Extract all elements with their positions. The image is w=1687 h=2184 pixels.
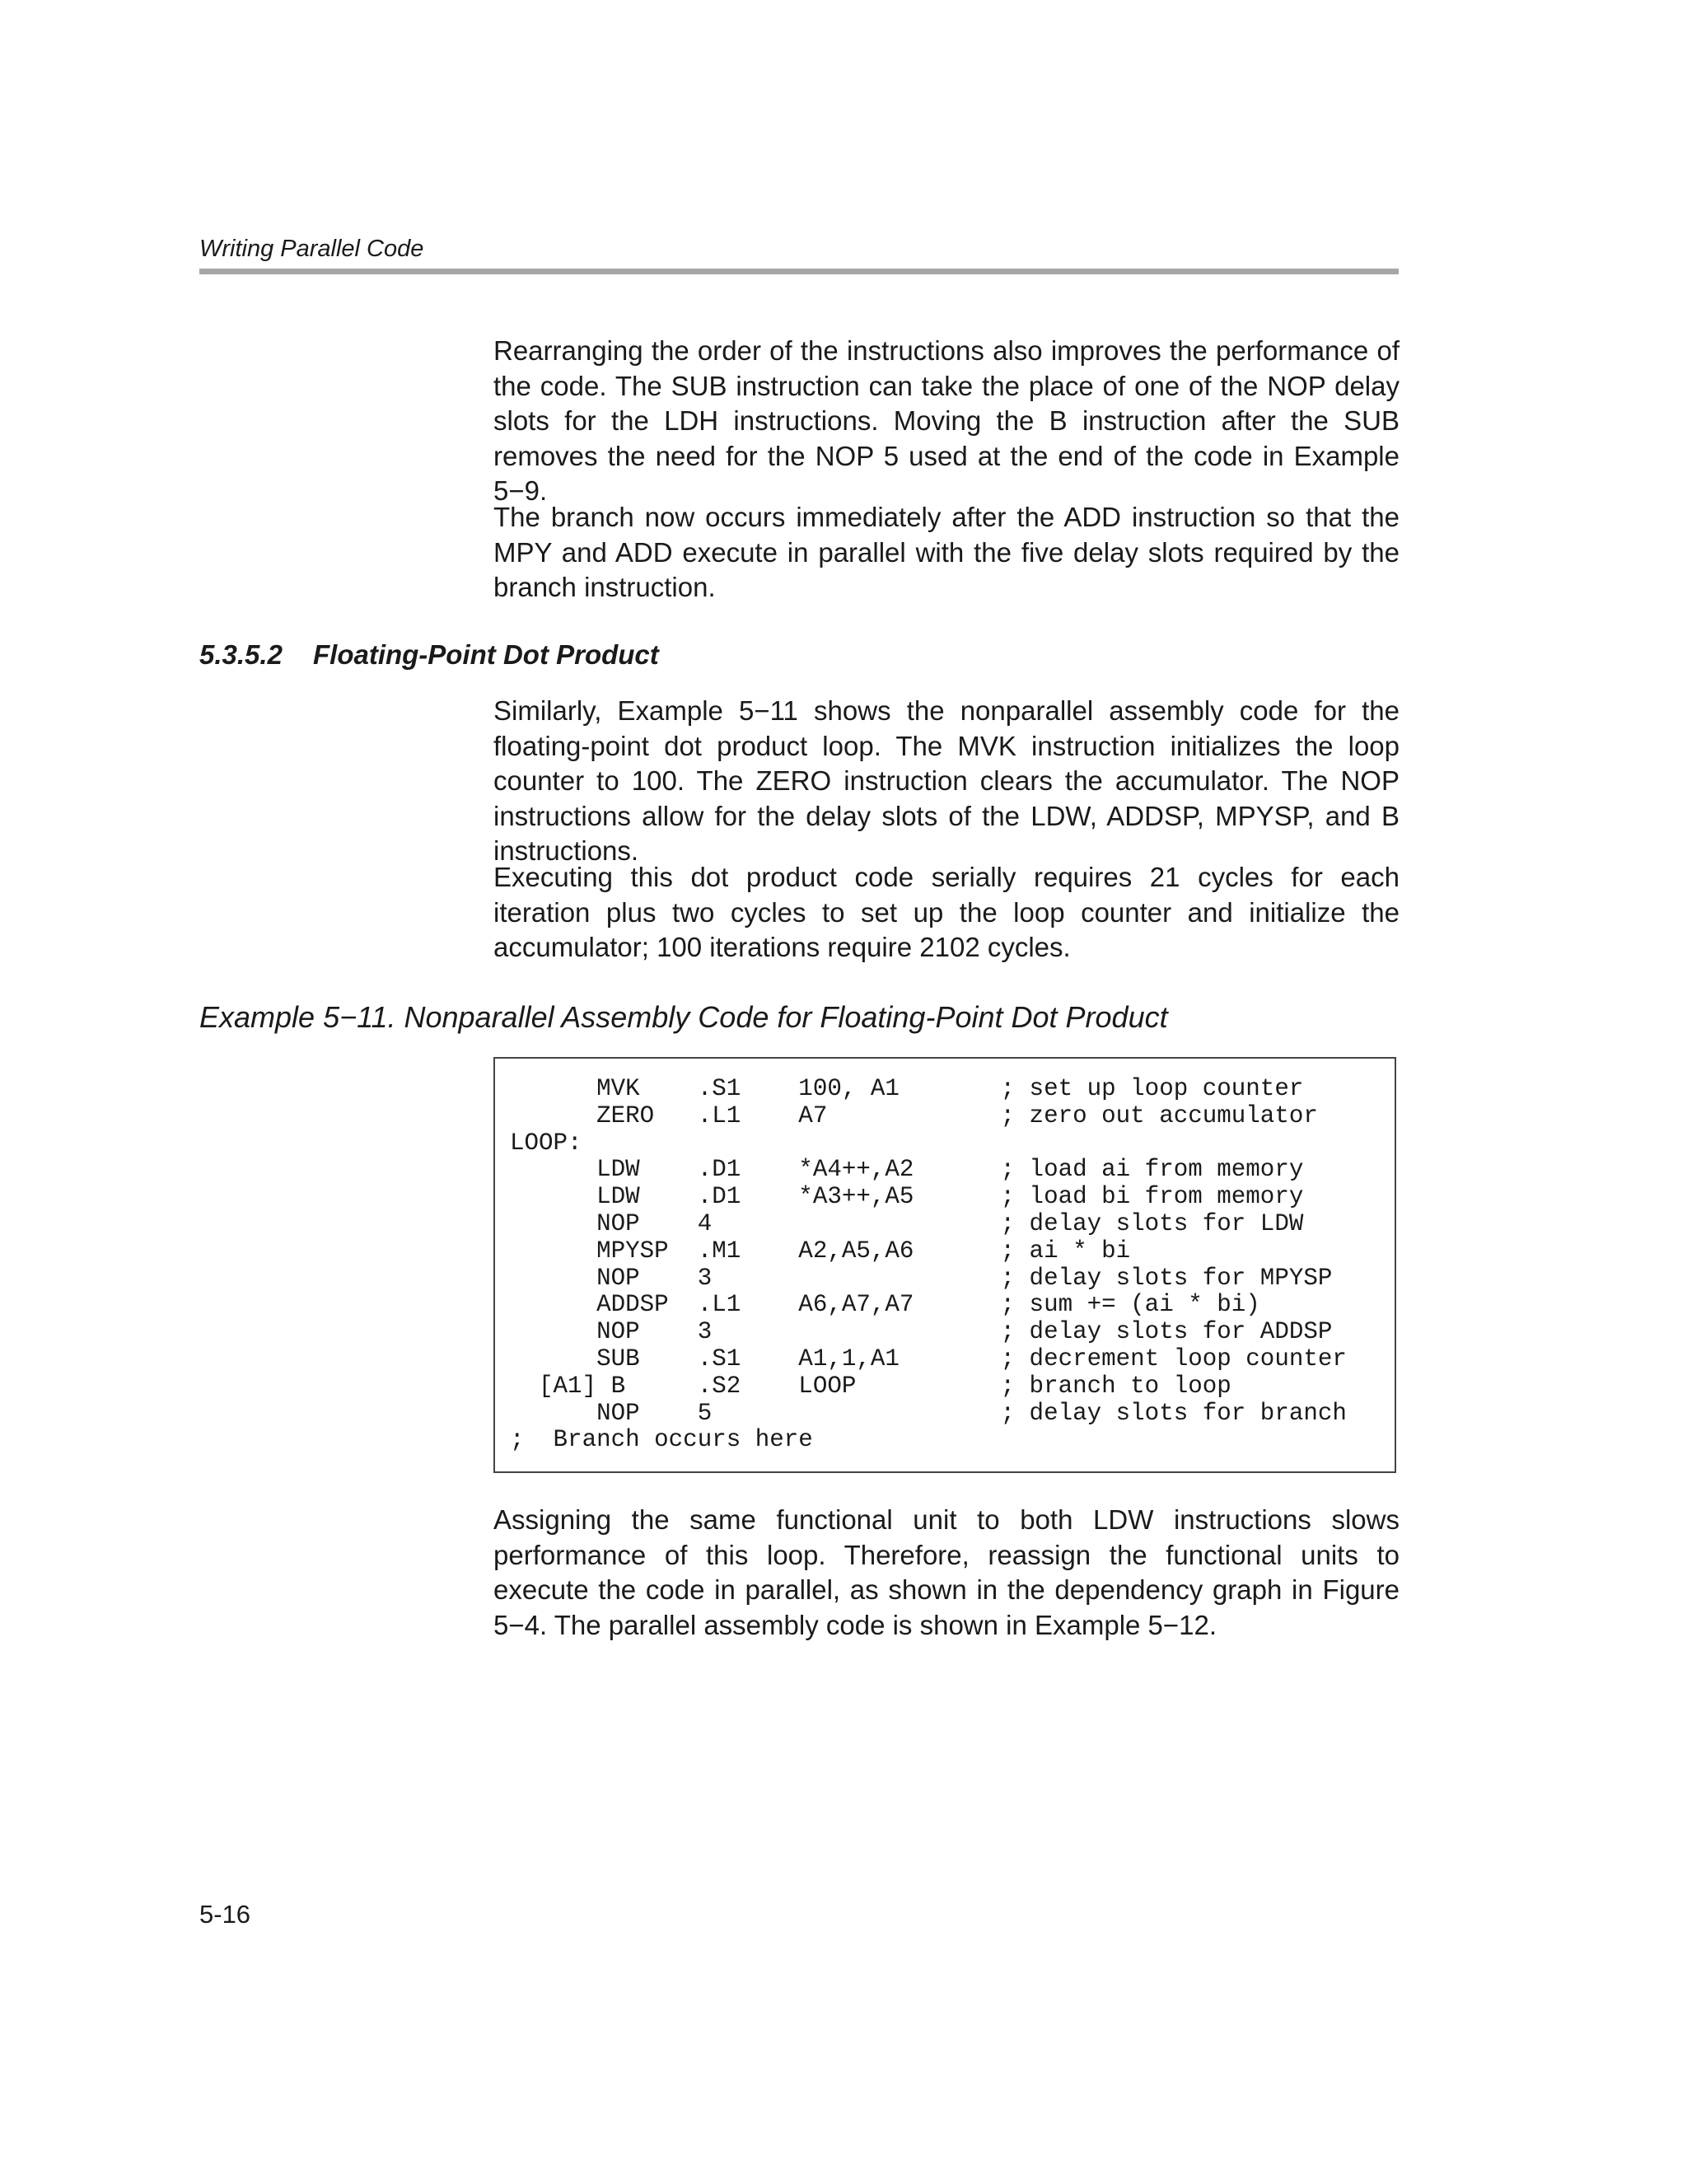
section-number: 5.3.5.2	[199, 639, 283, 670]
page-number: 5-16	[199, 1900, 251, 1929]
header-rule	[199, 269, 1399, 274]
running-header: Writing Parallel Code	[199, 236, 424, 262]
example-caption: Example 5−11. Nonparallel Assembly Code for Floating-Point Dot Product	[199, 1000, 1168, 1034]
paragraph-branch: The branch now occurs immediately after the ADD instruction so that the MPY and ADD execute in parallel with the five delay slots required by the branch instruction.	[493, 502, 1400, 602]
assembly-code: MVK .S1 100, A1 ; set up loop counter ZERO .L1 A7 ; zero out accumulator LOOP: LDW .D1 *A4++,A2 ; load ai from memory LDW .D1 *A3++,A5 ; load bi from memory NOP 4 ; delay slots for LDW MPYSP .M1 A2,A5,A6 ; ai * bi NOP 3 ; delay slots for MPYSP ADDSP .L1 A6,A7,A7 ; sum += (ai * bi) NOP 3 ; delay slots for ADDSP SUB .S1 A1,1,A1 ; decrement loop counter [A1] B .S2 LOOP ; branch to loop NOP 5 ; delay slots for branch ; Branch occurs here	[510, 1075, 1347, 1454]
paragraph-executing: Executing this dot product code serially requires 21 cycles for each iteration plus two cycles to set up the loop counter and initialize the accumulator; 100 iterations require 2102 cycles.	[493, 862, 1400, 962]
paragraph-rearranging: Rearranging the order of the instructions also improves the performance of the code. The SUB instruction can take the place of one of the NOP delay slots for the LDH instructions. Moving the B instruction after the SUB removes the need for the NOP 5 used at the end of the code in Example 5−9.	[493, 335, 1400, 506]
code-listing-box	[493, 1057, 1396, 1473]
paragraph-assigning: Assigning the same functional unit to both LDW instructions slows performance of this loop. Therefore, reassign the functional units to execute the code in parallel, as shown in the dependency graph in Figure 5−4. The parallel assembly code is shown in Example 5−12.	[493, 1504, 1400, 1640]
paragraph-similarly: Similarly, Example 5−11 shows the nonparallel assembly code for the floating-point dot product loop. The MVK instruction initializes the loop counter to 100. The ZERO instruction clears the accumulator. The NOP instructions allow for the delay slots of the LDW, ADDSP, MPYSP, and B instructions.	[493, 695, 1400, 866]
section-title: Floating-Point Dot Product	[313, 639, 659, 670]
